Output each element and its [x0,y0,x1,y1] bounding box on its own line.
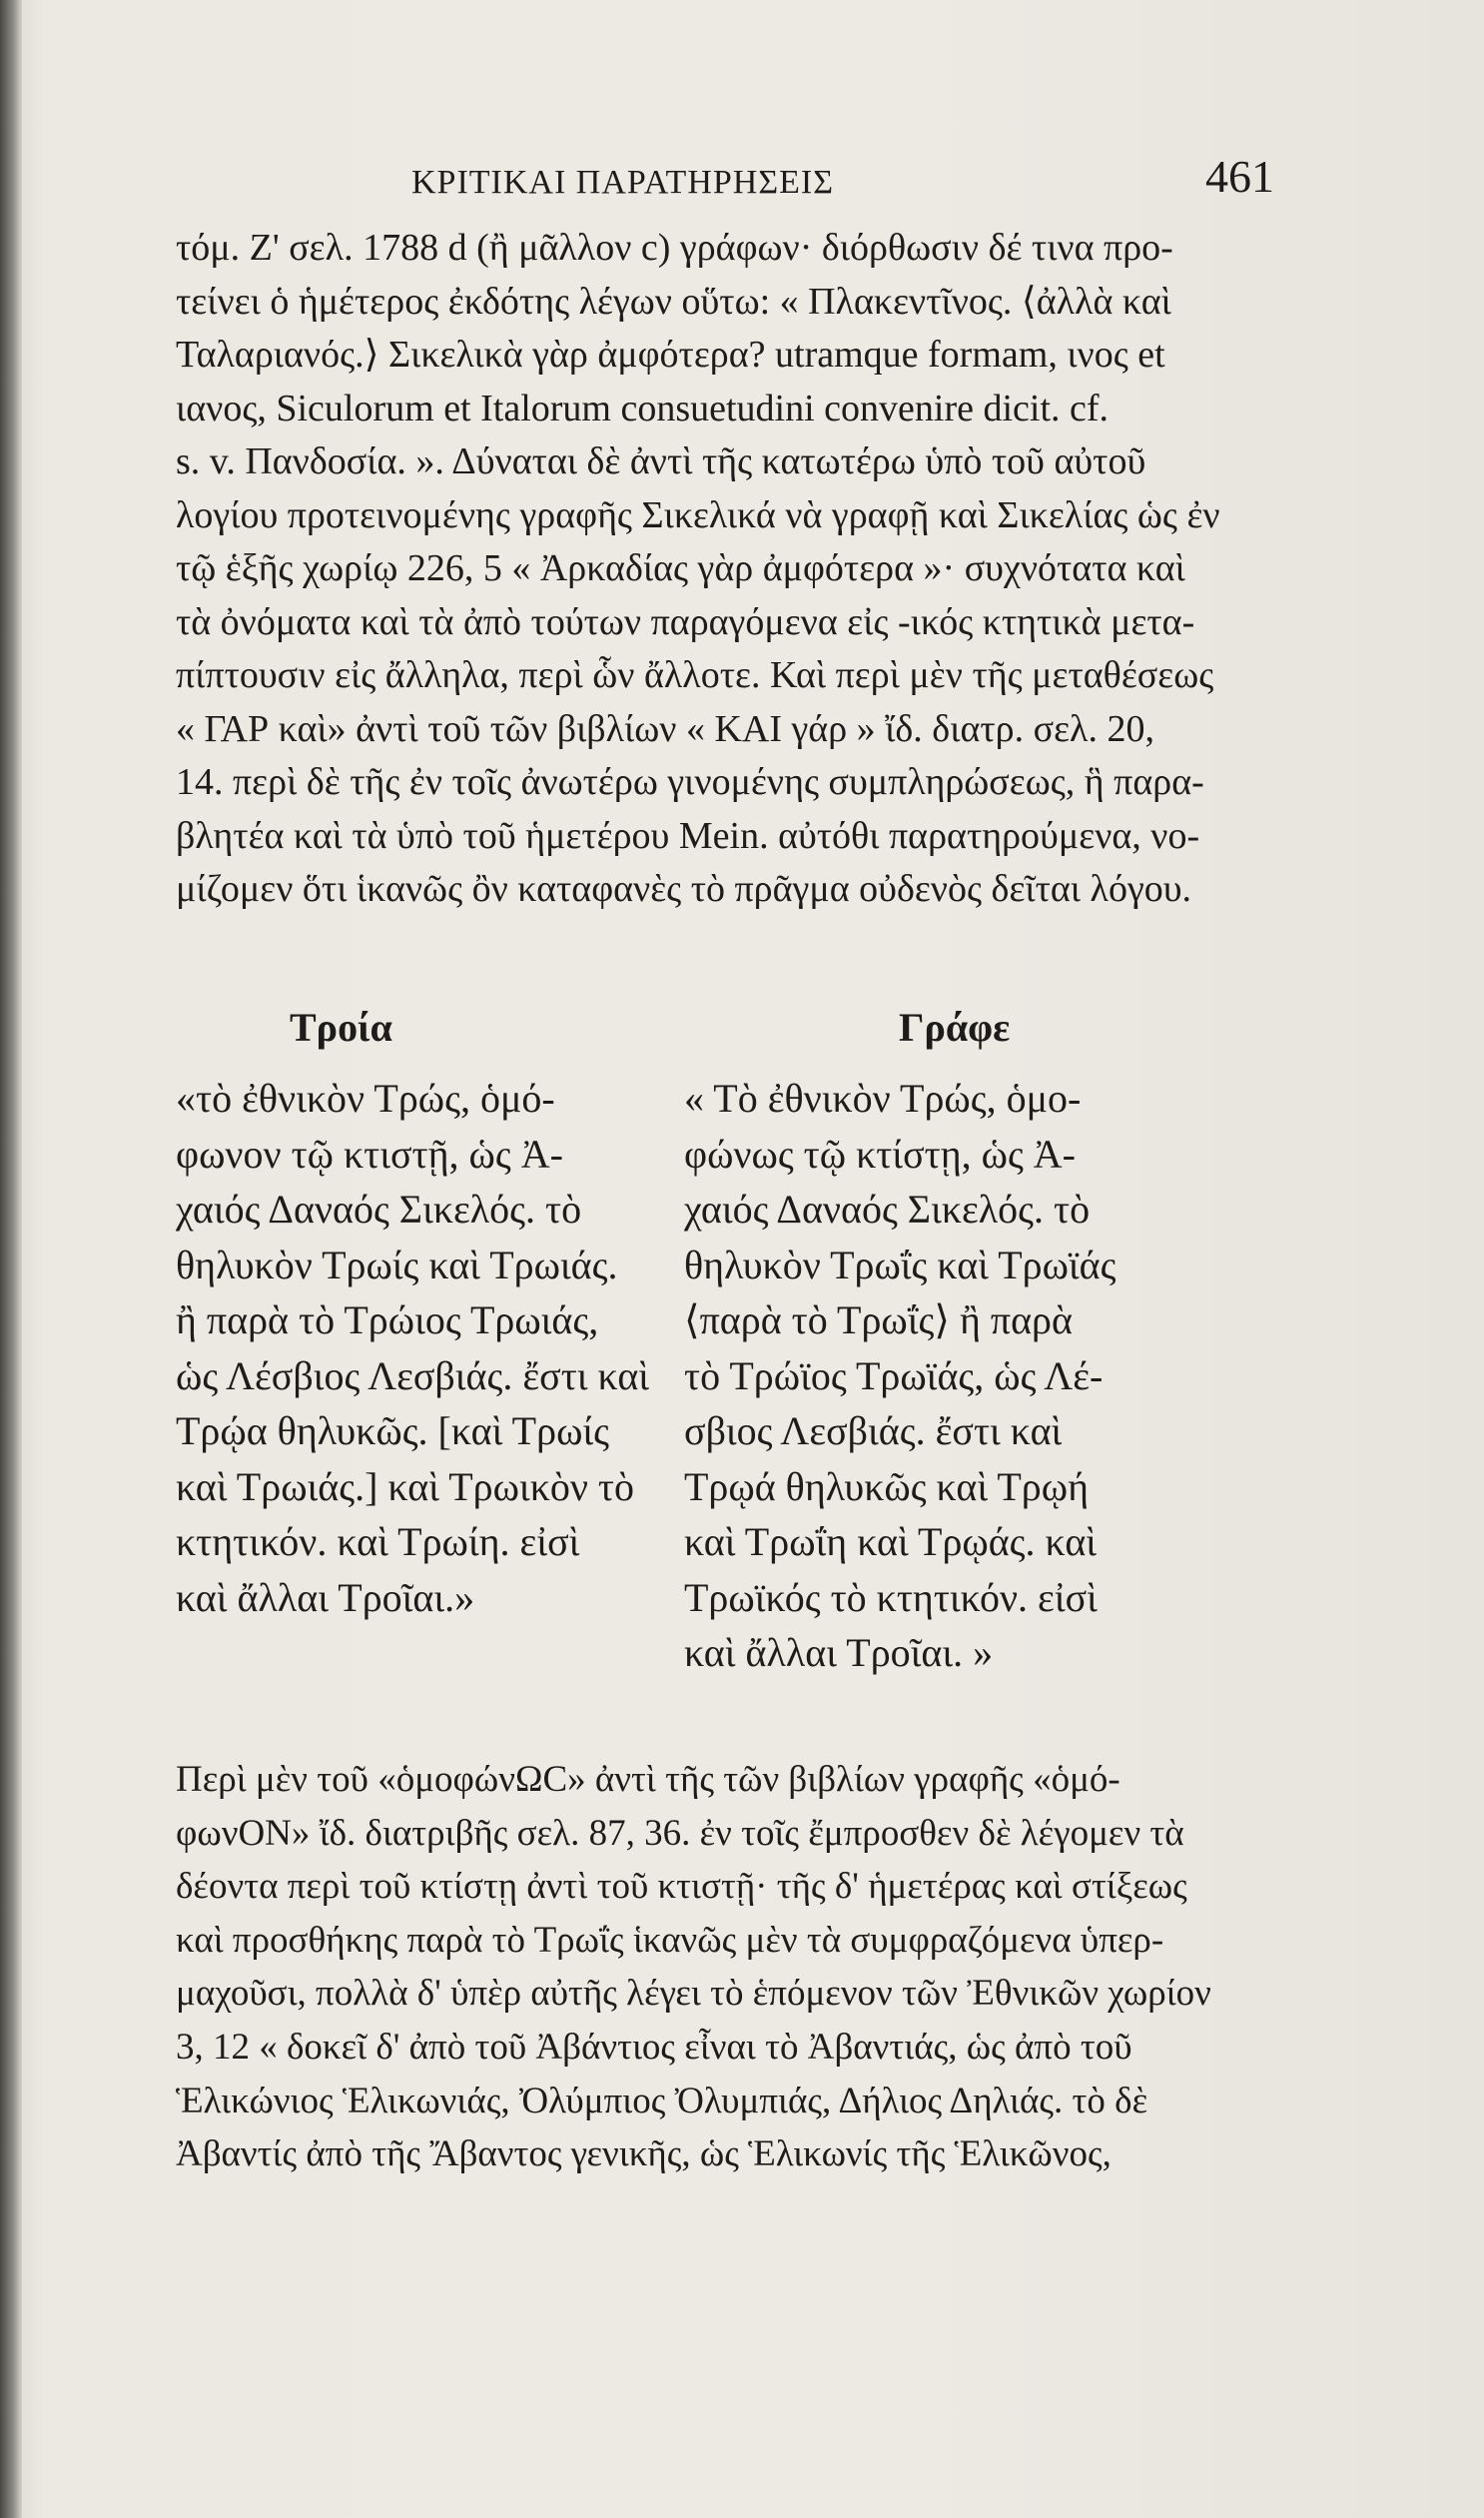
text-line: λογίου προτεινομένης γραφῆς Σικελικά νὰ γραφῇ καὶ Σικελίας ὡς ἐν [176,493,1220,536]
right-column-title: Γράφε [899,1005,1011,1050]
intro-paragraph [176,222,1274,917]
text-line: χαιός Δαναός Σικελός. τὸ [684,1187,1091,1232]
text-line: δέοντα περὶ τοῦ κτίστῃ ἀντὶ τοῦ κτιστῇ· τῆς δ' ἡμετέρας καὶ στίξεως [176,1866,1187,1908]
book-spine-shadow [0,0,22,2518]
text-line: Τρῴα θηλυκῶς. [καὶ Τρωίς [176,1408,610,1453]
text-line: καὶ Τρωιάς.] καὶ Τρωικὸν τὸ [176,1463,635,1509]
text-line: ⟨παρὰ τὸ Τρωΐς⟩ ἢ παρὰ [684,1297,1073,1342]
text-line: Τρωϊκός τὸ κτητικόν. εἰσὶ [684,1574,1098,1620]
text-line: θηλυκὸν Τρωίς καὶ Τρωιάς. [176,1242,618,1287]
text-line: πίπτουσιν εἰς ἄλληλα, περὶ ὧν ἄλλοτε. Καὶ περὶ μὲν τῆς μεταθέσεως [176,654,1214,696]
text-line: 14. περὶ δὲ τῆς ἐν τοῖς ἀνωτέρω γινομένης συμπληρώσεως, ἣ παρα- [176,761,1204,803]
text-line: Ἑλικώνιος Ἑλικωνιάς, Ὀλύμπιος Ὀλυμπιάς, Δήλιος Δηλιάς. τὸ δὲ [176,2080,1148,2121]
text-line: Ταλαριανός.⟩ Σικελικὰ γὰρ ἀμφότερα? utramque formam, ινος et [176,334,1165,376]
text-line: τῷ ἑξῆς χωρίῳ 226, 5 « Ἀρκαδίας γὰρ ἀμφότερα »· συχνότατα καὶ [176,547,1185,589]
text-line: ιανος, Siculorum et Italorum consuetudini convenire dicit. cf. [176,387,1110,429]
right-column-text [684,1071,1243,1681]
text-line: θηλυκὸν Τρωΐς καὶ Τρωϊάς [684,1242,1116,1287]
running-title: ΚΡΙΤΙΚΑΙ ΠΑΡΑΤΗΡΗΣΕΙΣ [411,164,835,201]
text-line: φωνον τῷ κτιστῇ, ὡς Ἀ- [176,1131,563,1177]
text-line: φώνως τῷ κτίστῃ, ὡς Ἀ- [684,1131,1076,1177]
text-line: τόμ. Ζ' σελ. 1788 d (ἢ μᾶλλον c) γράφων· διόρθωσιν δέ τινα προ- [176,227,1173,269]
text-line: Τρῳά θηλυκῶς καὶ Τρῳή [684,1463,1089,1509]
text-line: μίζομεν ὅτι ἱκανῶς ὂν καταφανὲς τὸ πρᾶγμα οὐδενὸς δεῖται λόγου. [176,868,1192,910]
text-line: Περὶ μὲν τοῦ «ὁμοφώνΩC» ἀντὶ τῆς τῶν βιβλίων γραφῆς «ὁμό- [176,1759,1120,1800]
text-line: s. v. Πανδοσία. ». Δύναται δὲ ἀντὶ τῆς κατωτέρω ὑπὸ τοῦ αὐτοῦ [176,440,1146,482]
text-line: ὡς Λέσβιος Λεσβιάς. ἔστι καὶ [176,1352,650,1398]
text-line: καὶ ἄλλαι Τροῖαι.» [176,1574,475,1620]
text-line: βλητέα καὶ τὰ ὑπὸ τοῦ ἡμετέρου Mein. αὐτόθι παρατηρούμενα, νο- [176,814,1200,857]
text-line: χαιός Δαναός Σικελός. τὸ [176,1187,582,1232]
page-number: 461 [1205,151,1274,202]
text-line: τὰ ὀνόματα καὶ τὰ ἀπὸ τούτων παραγόμενα εἰς -ικός κτητικὰ μετα- [176,600,1195,643]
page-header [176,150,1274,210]
text-line: καὶ Τρωΐη καὶ Τρῳάς. καὶ [684,1519,1098,1564]
text-line: Ἀβαντίς ἀπὸ τῆς Ἄβαντος γενικῆς, ὡς Ἑλικωνίς τῆς Ἑλικῶνος, [176,2133,1112,2175]
text-line: κτητικόν. καὶ Τρωίη. εἰσὶ [176,1519,580,1564]
text-line: καὶ ἄλλαι Τροῖαι. » [684,1630,994,1675]
text-line: σβιος Λεσβιάς. ἔστι καὶ [684,1408,1063,1453]
text-line: τείνει ὁ ἡμέτερος ἐκδότης λέγων οὕτω: « Πλακεντῖνος. ⟨ἀλλὰ καὶ [176,280,1171,323]
left-column-title: Τροία [290,1005,392,1050]
text-line: 3, 12 « δοκεῖ δ' ἀπὸ τοῦ Ἀβάντιος εἶναι τὸ Ἀβαντιάς, ὡς ἀπὸ τοῦ [176,2026,1132,2068]
text-line: τὸ Τρώϊος Τρωϊάς, ὡς Λέ- [684,1352,1104,1398]
closing-paragraph [176,1753,1274,2181]
text-line: « ΓΑΡ καὶ» ἀντὶ τοῦ τῶν βιβλίων « ΚΑΙ γάρ » ἴδ. διατρ. σελ. 20, [176,707,1154,750]
text-line: « Τὸ ἐθνικὸν Τρώς, ὁμο- [684,1076,1082,1121]
text-line: μαχοῦσι, πολλὰ δ' ὑπὲρ αὐτῆς λέγει τὸ ἑπόμενον τῶν Ἐθνικῶν χωρίον [176,1973,1211,2015]
text-line: ἢ παρὰ τὸ Τρώιος Τρωιάς, [176,1297,599,1342]
text-line: φωνΟΝ» ἴδ. διατριβῆς σελ. 87, 36. ἐν τοῖς ἔμπροσθεν δὲ λέγομεν τὰ [176,1812,1184,1854]
text-line: «τὸ ἐθνικὸν Τρώς, ὁμό- [176,1076,555,1121]
text-line: καὶ προσθήκης παρὰ τὸ Τρωΐς ἱκανῶς μὲν τὰ συμφραζόμενα ὑπερ- [176,1919,1164,1961]
left-column-text [176,1071,650,1625]
